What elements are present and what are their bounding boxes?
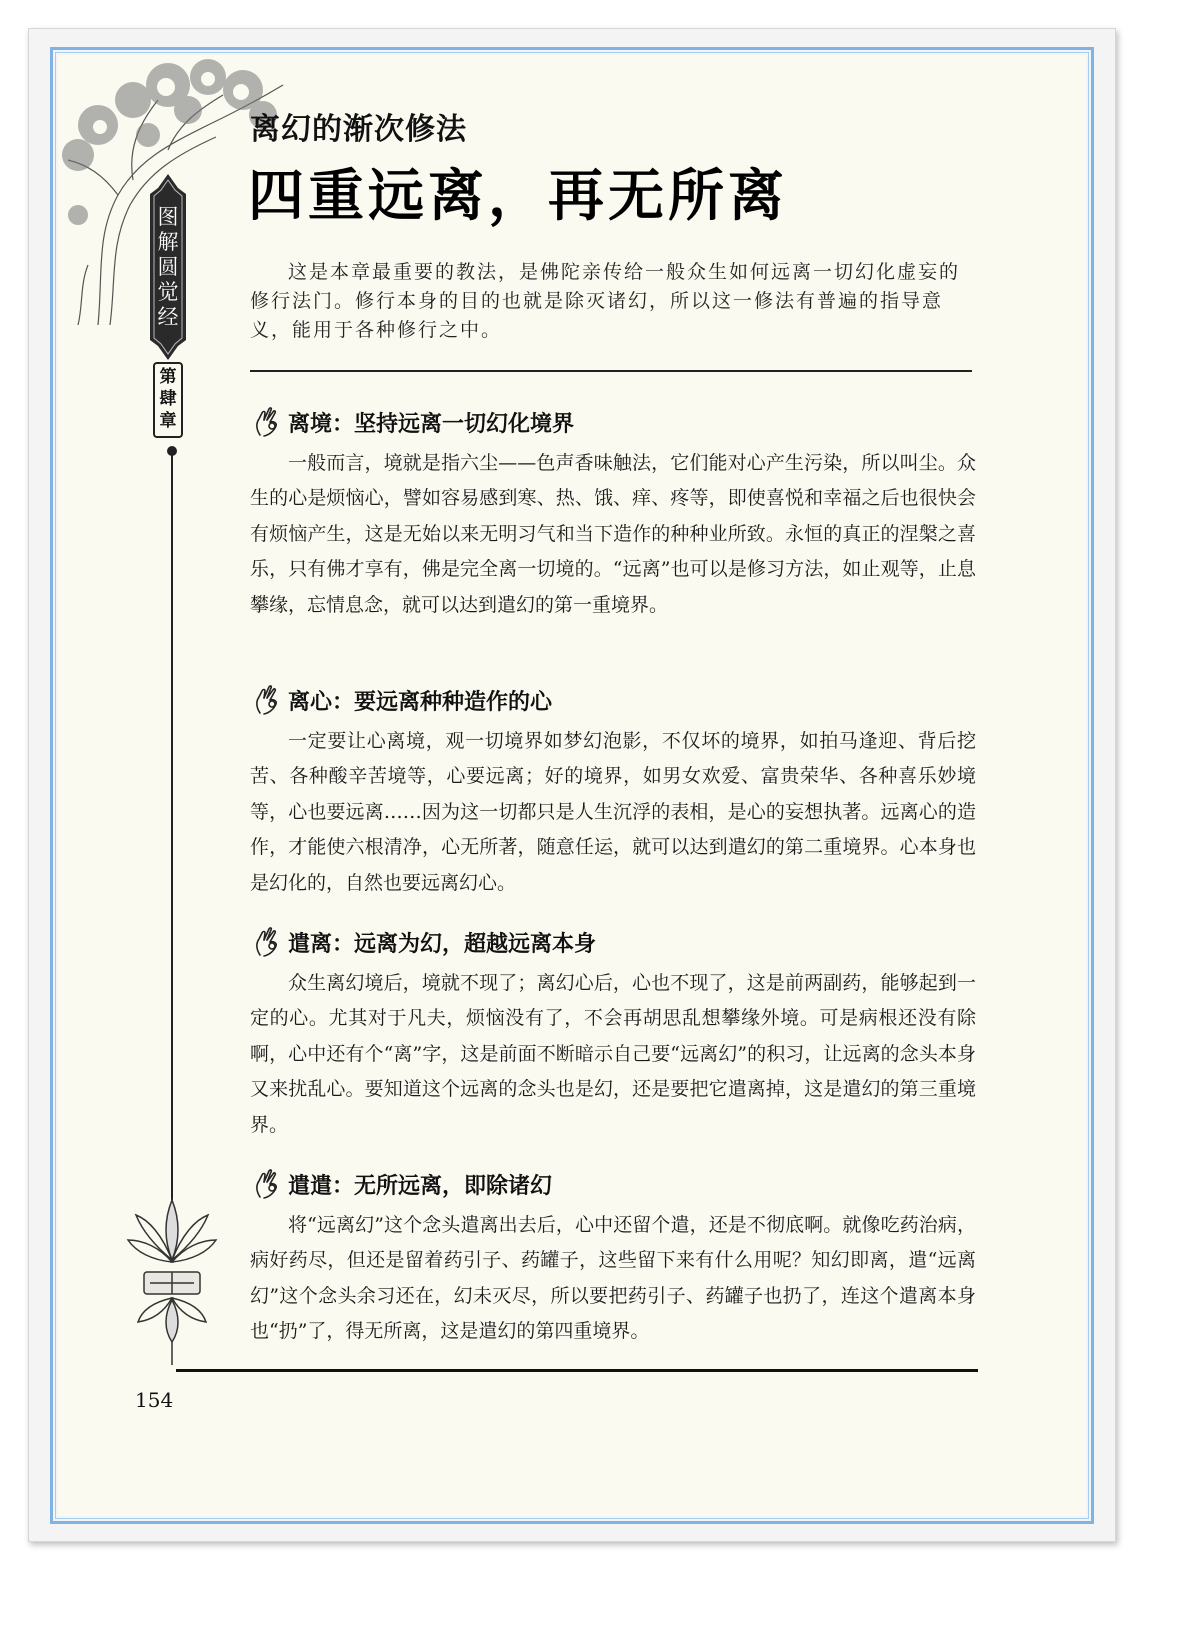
timeline-line: [171, 448, 173, 1200]
header-divider: [250, 370, 972, 372]
side-tab-book-title: [144, 205, 192, 330]
section-body: 众生离幻境后，境就不现了；离幻心后，心也不现了，这是前两副药，能够起到一定的心。尤其对于凡夫，烦恼没有了，不会再胡思乱想攀缘外境。可是病根还没有除啊，心中还有个“离”字，这是前面不断暗示自己要“远离幻”的积习，让远离的念头本身又来扰乱心。要知道这个远离的念头也是幻，还是要把它遣离掉，这是遣幻的第三重境界。: [250, 972, 976, 1136]
section-body: 一定要让心离境，观一切境界如梦幻泡影，不仅坏的境界，如拍马逢迎、背后挖苦、各种酸辛苦境等，心要远离；好的境界，如男女欢爱、富贵荣华、各种喜乐妙境等，心也要远离……因为这一切都只是人生沉浮的表相，是心的妄想执著。远离心的造作，才能使六根清净，心无所著，随意任运，就可以达到遣幻的第二重境界。心本身也是幻化的，自然也要远离幻心。: [250, 730, 976, 894]
side-tab-char: 经: [157, 305, 179, 329]
hand-mudra-icon: [250, 683, 284, 717]
chapter-label: [152, 366, 184, 432]
section-heading-text: 离心：要远离种种造作的心: [288, 689, 553, 715]
page-number: 154: [135, 1388, 174, 1412]
footer-divider: [176, 1369, 978, 1372]
section-2: [250, 682, 976, 901]
section-heading: [250, 404, 976, 440]
section-4: [250, 1166, 976, 1350]
section-heading: [250, 682, 976, 718]
side-tab-char: 解: [157, 230, 179, 254]
section-subtitle: 离幻的渐次修法: [250, 112, 467, 147]
chapter-char: 章: [159, 411, 177, 431]
intro-paragraph: 这是本章最重要的教法，是佛陀亲传给一般众生如何远离一切幻化虚妄的修行法门。修行本身的目的也就是除灭诸幻，所以这一修法有普遍的指导意义，能用于各种修行之中。: [250, 261, 961, 341]
section-1: [250, 404, 976, 623]
chapter-char: 第: [159, 367, 177, 387]
lotus-ornament: [124, 1190, 220, 1365]
section-body: 将“远离幻”这个念头遣离出去后，心中还留个遣，还是不彻底啊。就像吃药治病，病好药尽，但还是留着药引子、药罐子，这些留下来有什么用呢？知幻即离，遣“远离幻”这个念头余习还在，幻未灭尽，所以要把药引子、药罐子也扔了，连这个遣离本身也“扔”了，得无所离，这是遣幻的第四重境界。: [250, 1214, 976, 1343]
section-heading: [250, 1166, 976, 1202]
section-3: [250, 924, 976, 1143]
side-tab-char: 觉: [157, 280, 179, 304]
section-heading-text: 离境：坚持远离一切幻化境界: [288, 411, 575, 437]
hand-mudra-icon: [250, 405, 284, 439]
side-tab-char: 图: [157, 205, 179, 229]
page-title: 四重远离，再无所离: [248, 163, 788, 229]
hand-mudra-icon: [250, 1167, 284, 1201]
section-heading-text: 遣离：远离为幻，超越远离本身: [288, 931, 597, 957]
hand-mudra-icon: [250, 925, 284, 959]
side-tab-char: 圆: [157, 255, 179, 279]
section-heading-text: 遣遣：无所远离，即除诸幻: [288, 1173, 553, 1199]
section-body: 一般而言，境就是指六尘——色声香味触法，它们能对心产生污染，所以叫尘。众生的心是烦恼心，譬如容易感到寒、热、饿、痒、疼等，即使喜悦和幸福之后也很快会有烦恼产生，这是无始以来无明习气和当下造作的种种业所致。永恒的真正的涅槃之喜乐，只有佛才享有，佛是完全离一切境的。“远离”也可以是修习方法，如止观等，止息攀缘，忘情息念，就可以达到遣幻的第一重境界。: [250, 452, 976, 616]
chapter-char: 肆: [159, 389, 177, 409]
section-heading: [250, 924, 976, 960]
